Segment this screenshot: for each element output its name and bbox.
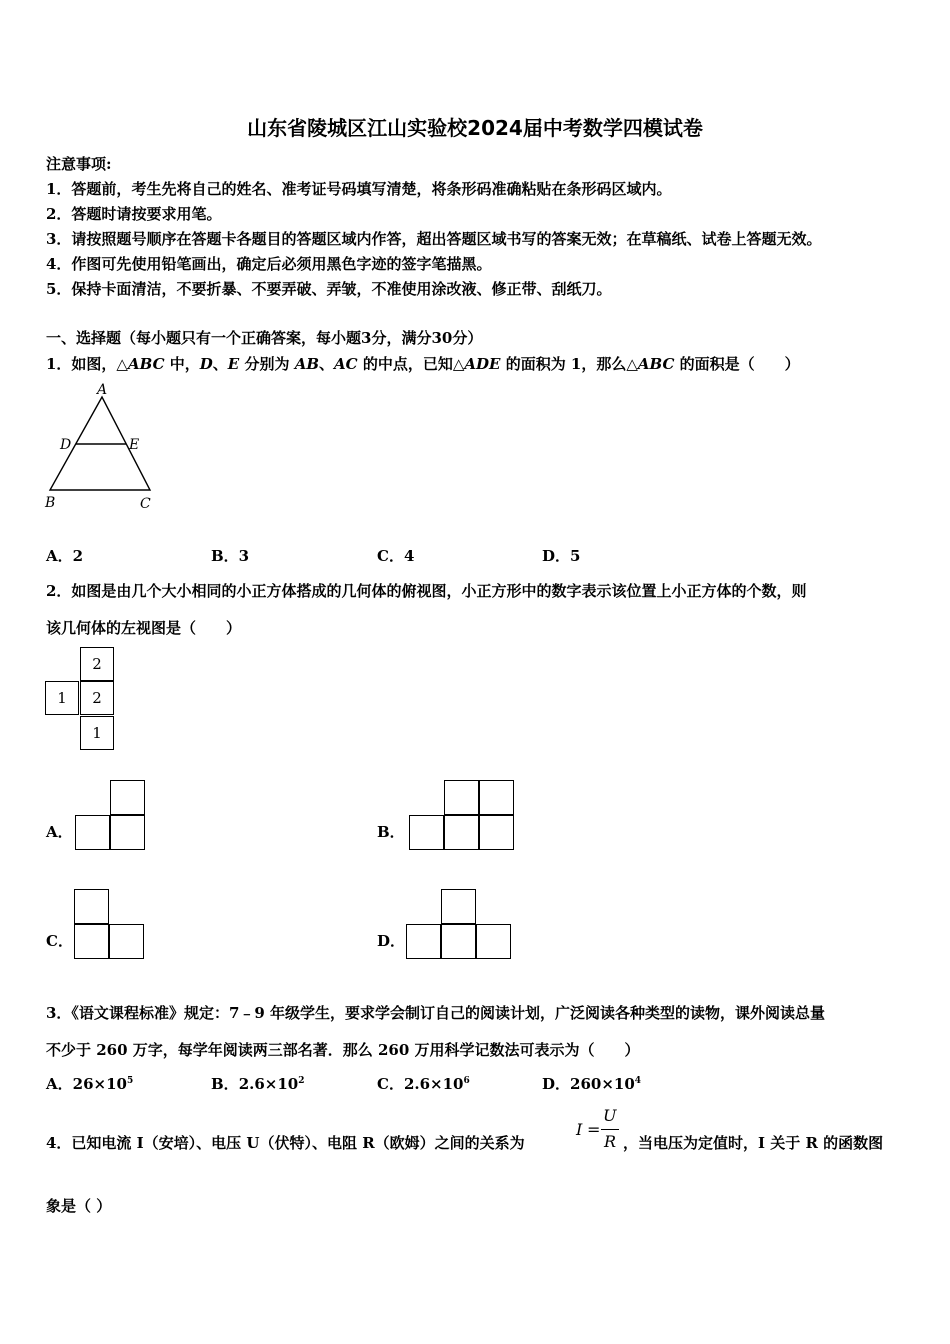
question-4-line-2: 象是（ ） [46, 1197, 112, 1215]
view-square [444, 815, 479, 850]
q3-option-c[interactable]: C．$2.6\times 10^6$ [377, 1075, 470, 1093]
grid-cell: 1 [80, 716, 114, 750]
q3-option-d[interactable]: D．$260\times 10^4$ [542, 1075, 642, 1093]
question-3-line-2: 不少于 260 万字，每学年阅读两三部名著．那么 260 万用科学记数法可表示为（ ） [46, 1041, 640, 1059]
view-square [110, 815, 145, 850]
view-square [479, 780, 514, 815]
view-square [110, 780, 145, 815]
label-c: C [140, 496, 151, 512]
page-title: 山东省陵城区江山实验校2024届中考数学四模试卷 [247, 116, 703, 140]
grid-cell: 2 [80, 647, 114, 681]
label-d: D [60, 437, 72, 453]
formula-equals: = [587, 1120, 601, 1139]
formula-numerator: U [603, 1106, 617, 1125]
notice-item: 2．答题时请按要求用笔。 [46, 205, 222, 223]
label-b: B [45, 495, 56, 511]
triangle-figure [40, 378, 170, 518]
notice-item: 1．答题前，考生先将自己的姓名、准考证号码填写清楚，将条形码准确粘贴在条形码区域内。 [46, 180, 672, 198]
q2-option-a-label[interactable]: A． [46, 823, 73, 841]
view-square [75, 815, 110, 850]
view-square [406, 924, 441, 959]
section-heading: 一、选择题（每小题只有一个正确答案，每小题3分，满分30分） [46, 329, 483, 347]
notice-item: 3．请按照题号顺序在答题卡各题目的答题区域内作答，超出答题区域书写的答案无效；在草稿纸、试卷上答题无效。 [46, 230, 822, 248]
q1-option-d[interactable]: D．5 [542, 547, 581, 565]
grid-cell: 2 [80, 681, 114, 715]
formula-denominator: R [604, 1132, 617, 1151]
view-square [441, 924, 476, 959]
label-a: A [97, 382, 108, 398]
notice-item: 5．保持卡面清洁，不要折暴、不要弄破、弄皱，不准使用涂改液、修正带、刮纸刀。 [46, 280, 612, 298]
q2-option-c-label[interactable]: C． [46, 932, 73, 950]
q2-option-d-label[interactable]: D． [377, 932, 406, 950]
q3-option-b[interactable]: B．$2.6\times 10^2$ [211, 1075, 305, 1093]
grid-cell: 1 [45, 681, 79, 715]
notice-heading: 注意事项: [46, 155, 112, 173]
q1-option-a[interactable]: A．2 [46, 547, 84, 565]
q1-option-b[interactable]: B．3 [211, 547, 250, 565]
view-square [444, 780, 479, 815]
fraction-bar [601, 1129, 619, 1130]
q3-option-a[interactable]: A．$26\times 10^5$ [46, 1075, 134, 1093]
q1-option-c[interactable]: C．4 [377, 547, 415, 565]
question-1-text: 1．如图，△ABC 中，D、E 分别为 AB、AC 的中点，已知△ADE 的面积为 1，那么△ABC 的面积是（ ） [46, 355, 800, 373]
question-3-line-1: 3．《语文课程标准》规定：7﹣9 年级学生，要求学会制订自己的阅读计划，广泛阅读各种类型的读物，课外阅读总量 [46, 1004, 826, 1022]
view-square [441, 889, 476, 924]
notice-item: 4．作图可先使用铅笔画出，确定后必须用黑色字迹的签字笔描黑。 [46, 255, 492, 273]
question-4-line-1b: ，当电压为定值时，I 关于 R 的函数图 [623, 1134, 884, 1152]
view-square [74, 924, 109, 959]
q2-option-b-label[interactable]: B． [377, 823, 405, 841]
formula-lhs: I [576, 1120, 583, 1139]
view-square [476, 924, 511, 959]
view-square [409, 815, 444, 850]
question-4-line-1a: 4．已知电流 I（安培）、电压 U（伏特）、电阻 R（欧姆）之间的关系为 [46, 1134, 525, 1152]
view-square [109, 924, 144, 959]
view-square [479, 815, 514, 850]
view-square [74, 889, 109, 924]
label-e: E [129, 437, 140, 453]
question-2-line-1: 2．如图是由几个大小相同的小正方体搭成的几何体的俯视图，小正方形中的数字表示该位置上小正方体的个数，则 [46, 582, 807, 600]
question-2-line-2: 该几何体的左视图是（ ） [46, 619, 242, 637]
